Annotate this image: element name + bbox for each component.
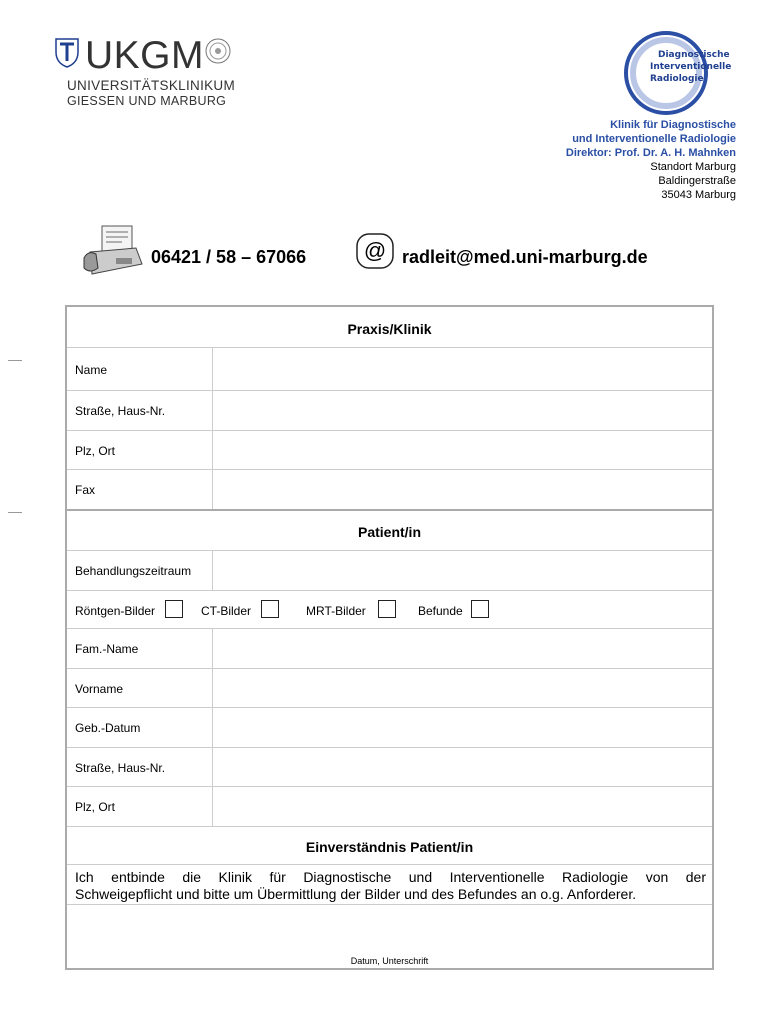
ct-label: CT-Bilder [201, 604, 252, 618]
logo-line-2: GIESSEN UND MARBURG [67, 94, 227, 108]
logo-word: UKGM [85, 34, 204, 77]
field-label: Fax [75, 483, 96, 497]
dept-logo-line-1: Diagnostische [658, 50, 730, 60]
at-sign-icon [356, 233, 394, 269]
section-title-praxis: Praxis/Klinik [347, 321, 432, 337]
field-label: Straße, Haus-Nr. [75, 761, 166, 775]
clinic-name-2: und Interventionelle Radiologie [572, 133, 736, 145]
field-label: Behandlungszeitraum [75, 564, 192, 578]
request-form [65, 305, 714, 970]
field-row-name [67, 347, 712, 390]
clinic-director: Direktor: Prof. Dr. A. H. Mahnken [565, 147, 736, 159]
svg-text:@: @ [363, 238, 387, 263]
field-label: Fam.-Name [75, 642, 139, 656]
seal-icon [205, 38, 231, 64]
ukgm-logo [55, 36, 275, 116]
field-row-period [67, 550, 712, 590]
field-label: Vorname [75, 682, 124, 696]
period-input[interactable] [212, 551, 712, 590]
department-logo [620, 30, 740, 110]
logo-line-1: UNIVERSITÄTSKLINIKUM [67, 78, 236, 93]
fax-number: 06421 / 58 – 67066 [151, 247, 307, 267]
fax-input[interactable] [212, 470, 712, 509]
field-label: Geb.-Datum [75, 721, 141, 735]
clinic-name-1: Klinik für Diagnostische [610, 119, 736, 131]
dept-logo-line-2: Interventionelle [650, 62, 732, 72]
signature-area[interactable] [67, 905, 712, 953]
birthdate-input[interactable] [212, 708, 712, 747]
section-header-praxis [67, 307, 712, 347]
shield-icon [55, 38, 79, 68]
signature-label: Datum, Unterschrift [350, 956, 429, 966]
fold-mark-top [8, 360, 22, 361]
field-row-city [67, 430, 712, 469]
email-address[interactable]: radleit@med.uni-marburg.de [402, 247, 648, 267]
fax-machine-icon [82, 224, 144, 280]
field-label: Plz, Ort [75, 444, 116, 458]
field-row-patient-street [67, 747, 712, 786]
field-row-lastname [67, 628, 712, 668]
dept-logo-line-3: Radiologie [650, 74, 704, 84]
field-row-fax [67, 469, 712, 509]
consent-text-line-1: Ich entbinde die Klinik für Diagnostische und Interventionelle Radiologie von der [75, 869, 706, 885]
city-input[interactable] [212, 431, 712, 469]
field-row-patient-city [67, 786, 712, 826]
findings-checkbox[interactable] [471, 600, 489, 618]
consent-text-line-2: Schweigepflicht und bitte um Übermittlung der Bilder und des Befundes an o.g. Anforderer. [75, 886, 637, 902]
fold-mark-bottom [8, 512, 22, 513]
section-title-patient: Patient/in [357, 524, 421, 540]
firstname-input[interactable] [212, 669, 712, 707]
signature-row [67, 904, 712, 968]
field-row-street [67, 390, 712, 430]
checkbox-row [67, 590, 712, 628]
ct-checkbox[interactable] [261, 600, 279, 618]
patient-city-input[interactable] [212, 787, 712, 826]
clinic-city: 35043 Marburg [661, 189, 736, 201]
field-row-birthdate [67, 707, 712, 747]
patient-street-input[interactable] [212, 748, 712, 786]
lastname-input[interactable] [212, 629, 712, 668]
ring-icon [620, 30, 712, 116]
mri-label: MRT-Bilder [306, 604, 366, 618]
section-title-consent: Einverständnis Patient/in [305, 839, 474, 855]
field-label: Plz, Ort [75, 800, 116, 814]
section-header-patient [67, 509, 712, 550]
clinic-street: Baldingerstraße [658, 175, 736, 187]
field-label: Name [75, 363, 108, 377]
findings-label: Befunde [418, 604, 463, 618]
xray-checkbox[interactable] [165, 600, 183, 618]
field-row-firstname [67, 668, 712, 707]
consent-text-row [67, 864, 712, 904]
field-label: Straße, Haus-Nr. [75, 404, 166, 418]
clinic-site: Standort Marburg [650, 161, 736, 173]
mri-checkbox[interactable] [378, 600, 396, 618]
street-input[interactable] [212, 391, 712, 430]
xray-label: Röntgen-Bilder [75, 604, 156, 618]
name-input[interactable] [212, 348, 712, 390]
section-header-consent [67, 826, 712, 864]
